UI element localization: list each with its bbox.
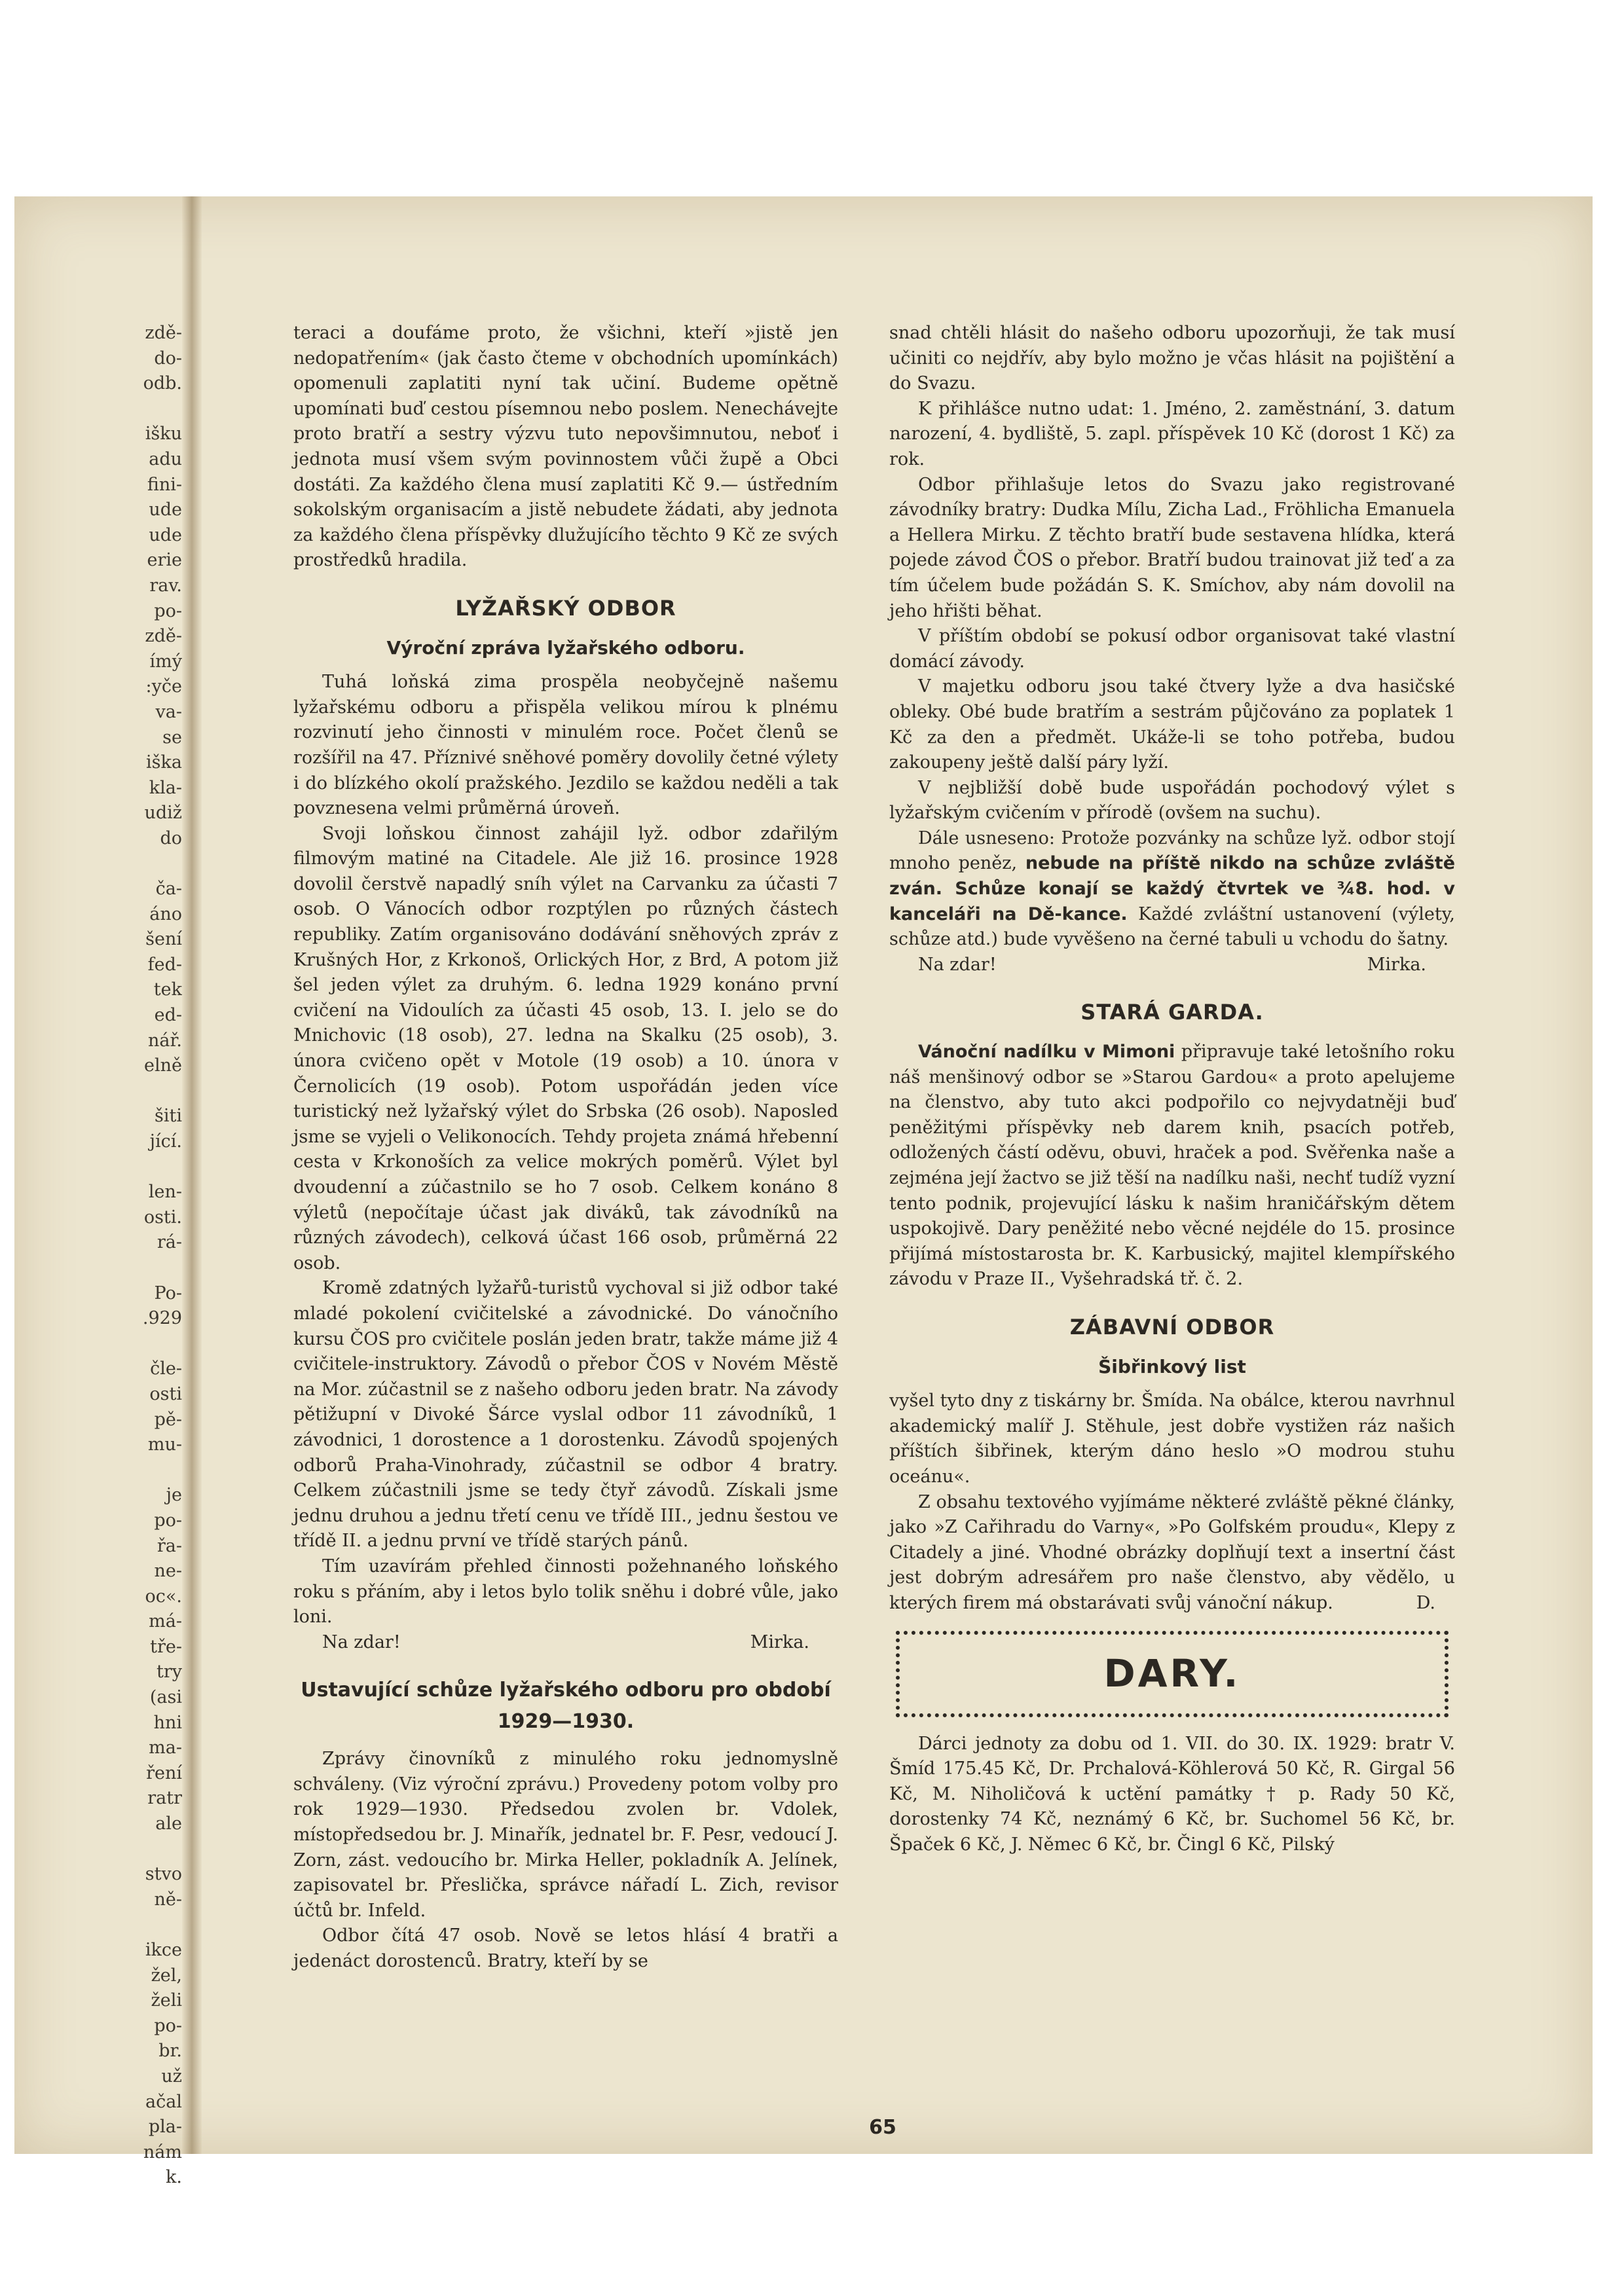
ski-notes-signature: Mirka. [1367,954,1426,975]
previous-page-fragment: iška [146,752,182,773]
previous-page-fragment: (asi [149,1687,182,1708]
previous-page-fragment: ření [146,1762,182,1783]
previous-page-fragment: stvo [145,1864,182,1885]
previous-page-fragment: k. [166,2167,182,2188]
previous-page-fragment: řa- [157,1535,182,1556]
ski-meeting-paragraph-2: Odbor čítá 47 osob. Nově se letos hlásí 4 bratři a jedenáct dorostenců. Bratry, kteří by se [293,1925,838,1972]
previous-page-fragment: pě- [154,1409,182,1430]
previous-page-fragment: ímý [149,651,182,672]
old-guard-text: připravuje také letošního roku náš menšinový odbor se »Starou Gardou« a proto apelujeme na členstvo, aby tuto akci podpořilo co nejvydatněji buď peněžitými příspěvky neb darem knih, psacích potřeb, odložených částí oděvu, obuvi, hraček a pod. Svěřenka naše a zejména její žactvo se již těší na nadílku naši, nechť tudíž vyzní tento podnik, projevující lásku k našim hraničářským dětem uspokojivě. Dary peněžité nebo věcné nejdéle do 15. prosince přijímá místostarosta br. K. Karbusický, majitel klempířského závodu v Praze II., Vyšehradská tř. č. 2. [889,1042,1455,1290]
previous-page-fragment: len- [148,1182,182,1203]
ski-notes-signature-row [889,953,1455,978]
previous-page-fragment: mu- [147,1434,182,1455]
previous-page-fragment: oc«. [145,1586,182,1607]
previous-page-fragment: ratr [147,1788,182,1809]
ski-report-paragraph-4: Tím uzavírám přehled činnosti požehnaného loňského roku s přáním, aby i letos bylo tolik sněhu i dobré vůle, jako loni. [293,1556,838,1628]
donations-paragraph: Dárci jednoty za dobu od 1. VII. do 30. IX. 1929: bratr V. Šmíd 175.45 Kč, Dr. Prchalová-Köhlerová 50 Kč, R. Girgal 56 Kč, M. Niholičová k uctění památky † p. Rady 50 Kč, dorostenky 74 Kč, neznámý 6 Kč, br. Suchomel 56 Kč, br. Špaček 6 Kč, J. Němec 6 Kč, br. Čingl 6 Kč, Pilský [889,1733,1455,1855]
previous-page-fragment [18,1458,182,1484]
previous-page-fragment [18,1837,182,1863]
previous-page-fragment: elně [144,1055,182,1076]
previous-page-fragment [18,1912,182,1938]
donations-heading-box [896,1631,1449,1717]
ski-meeting-paragraph-1: Zprávy činovníků z minulého roku jednomyslně schváleny. (Viz výroční zprávu.) Provedeny potom volby pro rok 1929—1930. Předsedou zvolen br. Vdolek, místopředsedou br. J. Minařík, jednatel br. F. Pesr, vedoucí J. Zorn, zást. vedoucího br. Mirka Heller, pokladník A. Jelínek, zapisovatel br. Přeslička, správce nářadí L. Zich, revisor účtů br. Infeld. [293,1749,838,1921]
previous-page-fragment: čle- [150,1358,182,1379]
previous-page-fragment: Po- [154,1283,182,1303]
previous-page-fragment [18,1256,182,1281]
previous-page-fragment [18,1155,182,1180]
previous-page-fragment: tře- [150,1636,182,1657]
page-number: 65 [869,2116,896,2139]
previous-page-fragment: erie [147,550,182,571]
previous-page-fragment: žel, [151,1965,182,1986]
previous-page-fragment: už [161,2066,182,2086]
entertainment-section-title: ZÁBAVNÍ ODBOR [1069,1314,1275,1339]
ski-notes-greeting: Na zdar! [918,954,997,975]
previous-page-fragment: zdě- [145,323,182,343]
previous-page-fragment: je [166,1485,182,1506]
ski-report-paragraph-3: Kromě zdatných lyžařů-turistů vychoval si již odbor také mladé pokolení cvičitelské a závodnické. Do vánočního kursu ČOS pro cvičitele poslán jeden bratr, takže máme již 4 cvičitele-instruktory. Závodů o přebor ČOS v Novém Městě na Mor. zúčastnil se z našeho odboru jeden bratr. Na závody pětižupní v Divoké Šárce vyslal odbor 11 závodníků, 1 závodnici, 1 dorostence a 1 dorostenku. Závodů spojených odborů Praha-Vinohrady, zúčastnil se odbor 4 bratry. Celkem zúčastnili jsme se tedy čtyř závodů. Získali jsme jednu druhou a jednu třetí cenu ve třídě III., jednu šestou ve třídě II. a jednu první ve třídě starých pánů. [293,1278,838,1552]
previous-page-fragment: osti [149,1383,182,1404]
equipment-paragraph: V majetku odboru jsou také čtvery lyže a dva hasičské obleky. Obé bude bratřím a sestrám půjčováno za poplatek 1 Kč za den a předmět. Ukáže-li se toho potřeba, budou zakoupeny ještě další páry lyží. [889,676,1455,773]
previous-page-fragment: išku [145,424,182,445]
entertainment-paragraph-1: vyšel tyto dny z tiskárny br. Šmída. Na obálce, kterou navrhnul akademický malíř J. Stěhule, jest dobře vystižen ráz našich příštích šibřinek, kterým dáno heslo »O modrou stuhu oceánu«. [889,1391,1455,1487]
previous-page-fragment: fini- [147,474,182,495]
previous-page-fragment: br. [158,2041,182,2062]
previous-page-fragment: po- [154,600,182,621]
previous-page-fragment: fed- [147,954,182,975]
page-fold [182,196,202,2154]
entertainment-subtitle: Šibřinkový list [1098,1355,1246,1377]
previous-page-fragment: jící. [149,1131,182,1152]
previous-page-fragment: po- [154,2015,182,2036]
previous-page-fragment: se [162,727,182,748]
meetings-resolution-text-a: Dále usneseno: Protože pozvánky na schůze lyž. odbor stojí mnoho peněz, [889,828,1455,874]
previous-page-fragment: ude [149,524,182,545]
left-column [293,321,838,1975]
home-races-paragraph: V příštím období se pokusí odbor organisovat také vlastní domácí závody. [889,626,1455,672]
previous-page-fragment: udiž [144,803,182,824]
previous-page-fragment: ikce [145,1940,182,1960]
meetings-resolution-paragraph [889,826,1455,953]
entertainment-paragraph-2 [889,1490,1455,1616]
ski-meeting-title: Ustavující schůze lyžařského odboru pro období 1929—1930. [301,1679,831,1734]
previous-page-fragment [18,1079,182,1104]
ski-report-paragraph-1: Tuhá loňská zima prospěla neobyčejně našemu lyžařskému odboru a přispěla velikou mírou k plnému rozvinutí jeho činnosti v minulém roce. Počet členů se rozšířil na 47. Příznivé sněhové poměry dovolily četné výlety i do blízkého okolí pražského. Jezdilo se každou neděli a tak povznesena velmi průměrná úroveň. [293,672,838,819]
meetings-resolution-text-c: Každé zvláštní ustanovení (výlety, schůze atd.) bude vyvěšeno na černé tabuli u vchodu do šatny. [889,903,1455,950]
meetings-resolution-bold: nebude na příště nikdo na schůze zvláště zván. Schůze konají se každý čtvrtek ve ¾8. hod. v kanceláři na Dě-kance. [889,853,1456,924]
previous-page-fragment: ale [155,1813,182,1834]
previous-page-fragment: tek [153,979,182,1000]
ski-report-signature-row [293,1630,838,1656]
previous-page-fragment: try [156,1662,182,1683]
previous-page-fragment: rav. [149,575,182,596]
previous-page-fragment: va- [155,701,182,722]
previous-page-fragment: ude [149,500,182,520]
previous-page-edge [18,321,182,2191]
previous-page-fragment: ne- [154,1561,182,1582]
previous-page-fragment: želi [151,1990,182,2011]
ski-report-greeting: Na zdar! [322,1631,401,1652]
previous-page-fragment: ed- [154,1005,182,1026]
previous-page-fragment: pla- [148,2117,182,2138]
application-requirements-paragraph: K přihlášce nutno udat: 1. Jméno, 2. zaměstnání, 3. datum narození, 4. bydliště, 5. zapl. příspěvek 10 Kč (dorost 1 Kč) za rok. [889,398,1455,469]
ski-report-signature: Mirka. [750,1631,809,1652]
ski-continuation-paragraph: snad chtěli hlásit do našeho odboru upozorňuji, že tak musí učiniti co nejdřív, aby bylo možno je včas hlásit na pojištění a do Svazu. [889,323,1455,394]
previous-page-fragment: ně- [154,1889,182,1910]
entertainment-signature: D. [1416,1592,1435,1613]
previous-page-fragment [18,397,182,422]
previous-page-fragment: osti. [143,1207,182,1228]
previous-page-fragment: adu [149,448,182,469]
previous-page-fragment: šiti [155,1106,182,1127]
previous-page-fragment: má- [149,1611,182,1632]
registered-racers-paragraph: Odbor přihlašuje letos do Svazu jako registrované závodníky bratry: Dudka Mílu, Zicha Lad., Fröhlicha Emanuela a Hellera Mirku. Z těchto bratří bude sestavena hlídka, která pojede závod ČOS o přebor. Bratří budou trainovat již teď a za tím účelem bude požádán S. K. Smíchov, aby nám dovolil na jeho hřišti běhat. [889,474,1455,621]
previous-page-fragment: ma- [149,1738,182,1758]
previous-page-fragment: do [160,828,182,848]
previous-page-fragment: do- [154,348,182,369]
previous-page-fragment: zdě- [145,626,182,647]
old-guard-section-title: STARÁ GARDA. [1080,1000,1264,1025]
previous-page-fragment: ačal [145,2091,182,2112]
previous-page-fragment: po- [154,1510,182,1531]
ski-report-paragraph-2: Svoji loňskou činnost zahájil lyž. odbor zdařilým filmovým matiné na Citadele. Ale již 16. prosince 1928 dovolil čerstvě napadlý sníh výlet na Carvanku za účasti 7 osob. O Vánocích odbor rozptýlen po různých částech republiky. Zatím organisováno dodávání sněhových zpráv z Krušných Hor, z Krkonoš, Orlických Hor, z Brd, A potom již šel jeden výlet za druhým. 6. ledna 1929 konáno první cvičení na Vidoulích za účasti 45 osob, 13. I. jelo se do Mnichovic (18 osob), 27. ledna na Skalku (25 osob), 3. února cvičeno opět v Motole (19 osob) a 10. února v Černolicích (19 osob). Potom uspořádán jeden více turistický než lyžařský výlet do Srbska (26 osob). Naposled jsme se vyjeli o Velikonocích. Tehdy projeta známá hřebenní cesta v Krkonoších za velice mokrých poměrů. Výlet byl dvoudenní a zúčastnilo se ho 7 osob. Celkem konáno 8 výletů (nepočítaje účast jak diváků, tak závodníků na různých závodech), celková účast 166 osob, průměrná 22 osob. [293,823,838,1273]
previous-page-fragment: áno [149,903,182,924]
membership-dues-paragraph: teraci a doufáme proto, že všichni, kteří »jistě jen nedopatřením« (jak často čteme v obchodních upomínkách) opomenuli zaplatiti nyní tak učiní. Budeme opětně upomínati buď cestou písemnou nebo poslem. Nenechávejte proto bratří a sestry výzvu tuto nepovšimnutou, neboť i jednota musí všem svým povinnostem vůči župě a Obci dostáti. Za každého člena musí zaplatiti Kč 9.— ústředním sokolským organisacím a jistě nebudete žádati, aby jednota za každého člena příspěvky dlužujícího těchto 9 Kč ze svých prostředků hradila. [293,323,838,571]
previous-page-fragment: hni [153,1712,182,1733]
right-column [889,321,1455,1857]
old-guard-lead: Vánoční nadílku v Mimoni [918,1042,1175,1063]
old-guard-paragraph [889,1040,1455,1292]
entertainment-paragraph-2-text: Z obsahu textového vyjímáme některé zvláště pěkné články, jako »Z Cařihradu do Varny«, »Po Golfském proudu«, Klepy z Citadely a jiné. Vhodné obrázky doplňují text a insertní část jest dobrým adresářem pro naše členstvo, aby vědělo, u kterých firem má obstarávati svůj vánoční nákup. [889,1491,1455,1613]
previous-page-fragment: rá- [157,1232,182,1253]
previous-page-fragment: odb. [143,373,182,394]
previous-page-fragment: .929 [142,1308,182,1329]
march-trip-paragraph: V nejbližší době bude uspořádán pochodový výlet s lyžařským cvičením v přírodě (ovšem na suchu). [889,777,1455,824]
previous-page-fragment: ča- [155,879,182,900]
previous-page-fragment: nář. [147,1030,182,1051]
previous-page-fragment [18,851,182,877]
previous-page-fragment: nám [143,2141,182,2162]
previous-page-fragment [18,1332,182,1357]
previous-page-fragment: kla- [149,777,182,798]
donations-title: DARY. [1103,1651,1241,1696]
ski-report-subtitle: Výroční zpráva lyžařského odboru. [386,636,745,659]
ski-section-title: LYŽAŘSKÝ ODBOR [455,595,676,621]
previous-page-fragment: :yče [145,676,182,697]
previous-page-fragment: šení [145,929,182,950]
